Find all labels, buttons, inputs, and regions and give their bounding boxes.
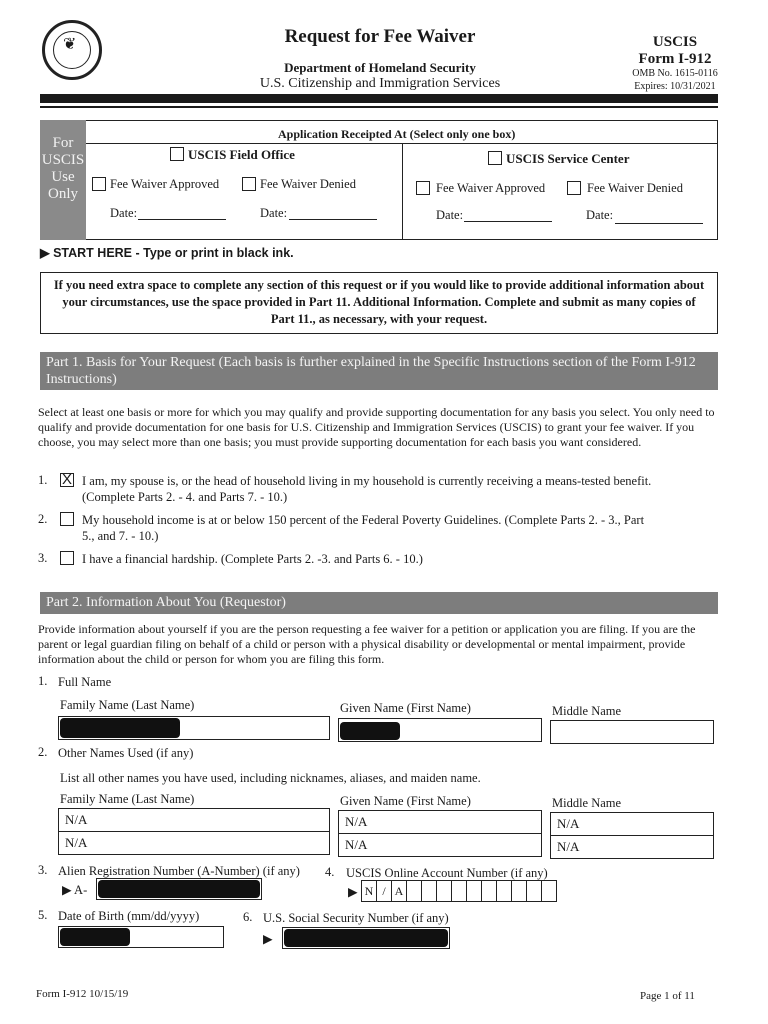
field-office-approved-label: Fee Waiver Approved xyxy=(110,177,220,191)
omb-number: OMB No. 1615-0116 xyxy=(632,68,718,79)
service-center-approved-checkbox[interactable] xyxy=(416,181,430,195)
q1-middle-label: Middle Name xyxy=(552,704,622,718)
service-center-label: USCIS Service Center xyxy=(506,151,630,166)
account-cell[interactable] xyxy=(466,880,482,902)
office-use-title: Application Receipted At (Select only one box) xyxy=(278,127,516,141)
q2-label: Other Names Used (if any) xyxy=(58,746,194,760)
field-office-denied-checkbox[interactable] xyxy=(242,177,256,191)
office-use-label: For USCIS Use Only xyxy=(41,135,85,202)
footer-page-number: Page 1 of 11 xyxy=(640,990,695,1002)
redaction-mark xyxy=(340,722,400,740)
other-given-name-input-2[interactable]: N/A xyxy=(338,833,542,857)
q6-number: 6. xyxy=(243,910,253,924)
redaction-mark xyxy=(60,928,130,946)
service-center-denied-checkbox[interactable] xyxy=(567,181,581,195)
footer-form-id: Form I-912 10/15/19 xyxy=(36,988,129,1000)
middle-name-input[interactable] xyxy=(550,720,714,744)
service-center-denied-label: Fee Waiver Denied xyxy=(587,181,683,195)
dhs-seal xyxy=(42,20,102,80)
field-office-approved-checkbox[interactable] xyxy=(92,177,106,191)
other-family-name-input-1[interactable]: N/A xyxy=(58,808,330,832)
other-family-name-input-2[interactable]: N/A xyxy=(58,831,330,855)
account-cell[interactable]: / xyxy=(376,880,392,902)
account-cell[interactable]: A xyxy=(391,880,407,902)
basis-1-instruction: (Complete Parts 2. - 4. and Parts 7. - 10.) xyxy=(82,490,288,504)
account-cell[interactable] xyxy=(526,880,542,902)
field-office-checkbox[interactable] xyxy=(170,147,184,161)
part2-intro: Provide information about yourself if you are the person requesting a fee waiver for a petition or application you are filing. If you are the parent or legal guardian filing on behalf of a child or person with a physical disability or developmental or mental impairment, provide information about the child or person for whom you are filing this form. xyxy=(38,622,696,666)
field-office-denied-label: Fee Waiver Denied xyxy=(260,177,356,191)
q4-number: 4. xyxy=(325,865,335,879)
q6-label: U.S. Social Security Number (if any) xyxy=(263,911,449,925)
q4-label: USCIS Online Account Number (if any) xyxy=(346,866,548,880)
other-middle-name-input-2[interactable]: N/A xyxy=(550,835,714,859)
basis-1-checkbox[interactable] xyxy=(60,473,74,487)
field-office-date-line[interactable] xyxy=(138,219,226,220)
account-cell[interactable] xyxy=(541,880,557,902)
q3-number: 3. xyxy=(38,863,48,877)
service-center-date2-line[interactable] xyxy=(615,223,703,224)
q2-given-label: Given Name (First Name) xyxy=(340,794,471,808)
field-office-date-label: Date: xyxy=(110,206,138,220)
service-center-date-line[interactable] xyxy=(464,221,552,222)
form-title: Request for Fee Waiver xyxy=(284,26,476,47)
account-cell[interactable] xyxy=(496,880,512,902)
q5-label: Date of Birth (mm/dd/yyyy) xyxy=(58,909,200,923)
other-middle-name-input-1[interactable]: N/A xyxy=(550,812,714,836)
redaction-mark xyxy=(60,718,180,738)
a-number-prefix: ▶ A- xyxy=(62,883,88,897)
q1-given-label: Given Name (First Name) xyxy=(340,701,471,715)
service-center-approved-label: Fee Waiver Approved xyxy=(436,181,546,195)
arrow-icon: ▶ xyxy=(348,885,358,899)
q2-family-label: Family Name (Last Name) xyxy=(60,792,195,806)
basis-2-checkbox[interactable] xyxy=(60,512,74,526)
form-number: Form I-912 xyxy=(638,51,712,67)
q1-family-label: Family Name (Last Name) xyxy=(60,698,195,712)
basis-2-instruction: 5., and 7. - 10.) xyxy=(82,529,159,543)
q2-sub-label: List all other names you have used, including nicknames, aliases, and maiden name. xyxy=(60,771,481,785)
agency-name: U.S. Citizenship and Immigration Services xyxy=(259,76,501,91)
basis-1-number: 1. xyxy=(38,473,48,487)
field-office-date2-line[interactable] xyxy=(289,219,377,220)
org-label: USCIS xyxy=(652,34,698,50)
arrow-icon: ▶ xyxy=(263,932,273,946)
part2-heading: Part 2. Information About You (Requestor) xyxy=(40,592,718,614)
account-cell[interactable] xyxy=(406,880,422,902)
additional-info-notice: If you need extra space to complete any section of this request or if you would like to provide additional information about your circumstances, use the space provided in Part 11. Additional Information. Complete and submit as many copies of Part 11., as necessary, with your request. xyxy=(40,272,718,334)
basis-3-text: I have a financial hardship. (Complete Parts 2. -3. and Parts 6. - 10.) xyxy=(82,552,423,566)
q5-number: 5. xyxy=(38,908,48,922)
basis-2-text: My household income is at or below 150 percent of the Federal Poverty Guidelines. (Complete Parts 2. - 3., Part xyxy=(82,513,645,527)
basis-3-number: 3. xyxy=(38,551,48,565)
q2-number: 2. xyxy=(38,745,48,759)
account-cell[interactable] xyxy=(421,880,437,902)
field-office-label: USCIS Field Office xyxy=(188,147,295,162)
basis-2-number: 2. xyxy=(38,512,48,526)
account-cell[interactable]: N xyxy=(361,880,377,902)
account-cell[interactable] xyxy=(436,880,452,902)
department-name: Department of Homeland Security xyxy=(284,60,476,75)
service-center-date2-label: Date: xyxy=(586,208,614,222)
q1-number: 1. xyxy=(38,674,48,688)
account-cell[interactable] xyxy=(511,880,527,902)
other-given-name-input-1[interactable]: N/A xyxy=(338,810,542,834)
uscis-account-number-input[interactable] xyxy=(362,880,557,902)
office-use-column-divider xyxy=(402,143,403,240)
part1-intro: Select at least one basis or more for which you may qualify and provide supporting documentation for any basis you select. You only need to qualify and provide documentation for one basis for U.S. Citizenship and Immigration Services (USCIS) to grant your fee waiver. If you choose, you may select more than one basis; you must provide supporting documentation for each basis you want considered. xyxy=(38,405,715,449)
redaction-mark xyxy=(284,929,448,947)
account-cell[interactable] xyxy=(451,880,467,902)
eagle-icon: ❦ xyxy=(63,36,77,53)
q3-label: Alien Registration Number (A-Number) (if any) xyxy=(58,864,300,878)
field-office-date2-label: Date: xyxy=(260,206,288,220)
expiration-date: Expires: 10/31/2021 xyxy=(634,81,716,92)
part1-heading: Part 1. Basis for Your Request (Each basis is further explained in the Specific Instructions section of the Form I-912 Instructions) xyxy=(40,352,718,390)
q1-label: Full Name xyxy=(58,675,112,689)
redaction-mark xyxy=(98,880,260,898)
basis-1-text: I am, my spouse is, or the head of household living in my household is currently receiving a means-tested benefit. xyxy=(82,474,652,488)
account-cell[interactable] xyxy=(481,880,497,902)
basis-3-checkbox[interactable] xyxy=(60,551,74,565)
start-here-instruction: ▶ START HERE - Type or print in black ink. xyxy=(40,246,294,260)
header-divider-thin xyxy=(40,106,718,108)
service-center-checkbox[interactable] xyxy=(488,151,502,165)
header-divider xyxy=(40,94,718,103)
service-center-date-label: Date: xyxy=(436,208,464,222)
q2-middle-label: Middle Name xyxy=(552,796,622,810)
